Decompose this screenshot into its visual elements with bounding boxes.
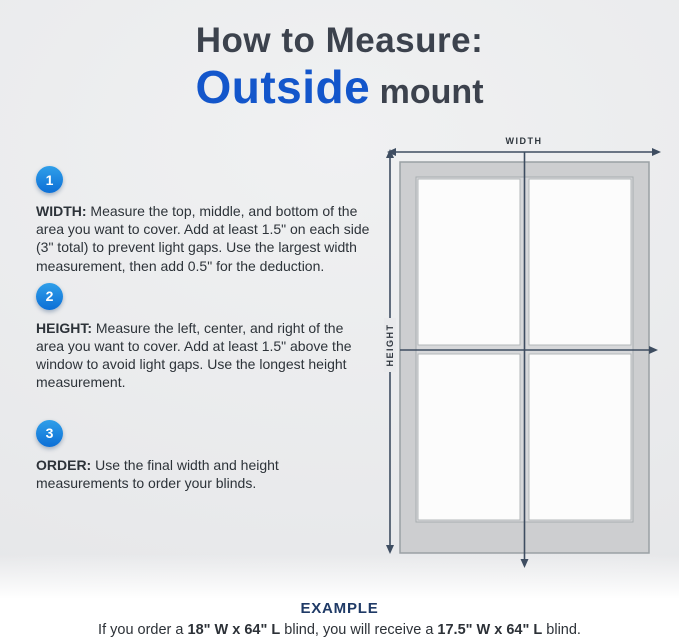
step-2-label: HEIGHT: (36, 319, 92, 336)
step-3 (36, 420, 370, 492)
example-text (0, 622, 679, 638)
title-line1: How to Measure: (195, 21, 484, 60)
width-label: WIDTH (505, 136, 543, 146)
window-pane-top-left (418, 179, 520, 345)
step-2-text (36, 319, 370, 392)
title-highlight-outside: Outside (195, 60, 371, 113)
step-1-text (36, 202, 370, 275)
step-3-number-badge (36, 420, 63, 447)
window-pane-bottom-right (529, 354, 631, 520)
step-3-text (36, 456, 370, 492)
page-title (0, 22, 679, 112)
step-2-number-badge (36, 283, 63, 310)
window-measurement-diagram (376, 128, 668, 588)
step-3-number: 3 (45, 425, 54, 441)
example-post: blind. (542, 622, 581, 638)
step-1-number-badge (36, 166, 63, 193)
example-pre: If you order a (98, 622, 188, 638)
step-2-body: Measure the left, center, and right of the area you want to cover. Add at least 1.5" above the window to avoid light gaps. Use the longest height measurement. (36, 319, 352, 391)
title-mount: mount (370, 72, 484, 111)
example-heading: EXAMPLE (300, 600, 379, 617)
step-1-number: 1 (45, 171, 54, 188)
window-pane-top-right (529, 179, 631, 345)
height-label: HEIGHT (385, 323, 395, 367)
step-1-label: WIDTH: (36, 203, 87, 219)
window-pane-bottom-left (418, 354, 520, 520)
example-ordered-size: 18" W x 64" L (187, 622, 281, 638)
example-mid: blind, you will receive a (280, 622, 438, 638)
instruction-steps (36, 166, 370, 500)
example-received-size: 17.5" W x 64" L (437, 622, 543, 638)
step-1 (36, 166, 370, 275)
step-2-number: 2 (45, 288, 54, 305)
step-3-body: Use the final width and height measurements to order your blinds. (36, 456, 279, 491)
step-3-label: ORDER: (36, 456, 92, 473)
title-line2 (0, 62, 679, 113)
step-2 (36, 283, 370, 392)
step-1-body: Measure the top, middle, and bottom of the area you want to cover. Add at least 1.5" on each side (3" total) to prevent light gaps. Use the largest width measurement, then add 0.5" for the deduction. (36, 203, 370, 274)
example-footer (0, 600, 679, 638)
